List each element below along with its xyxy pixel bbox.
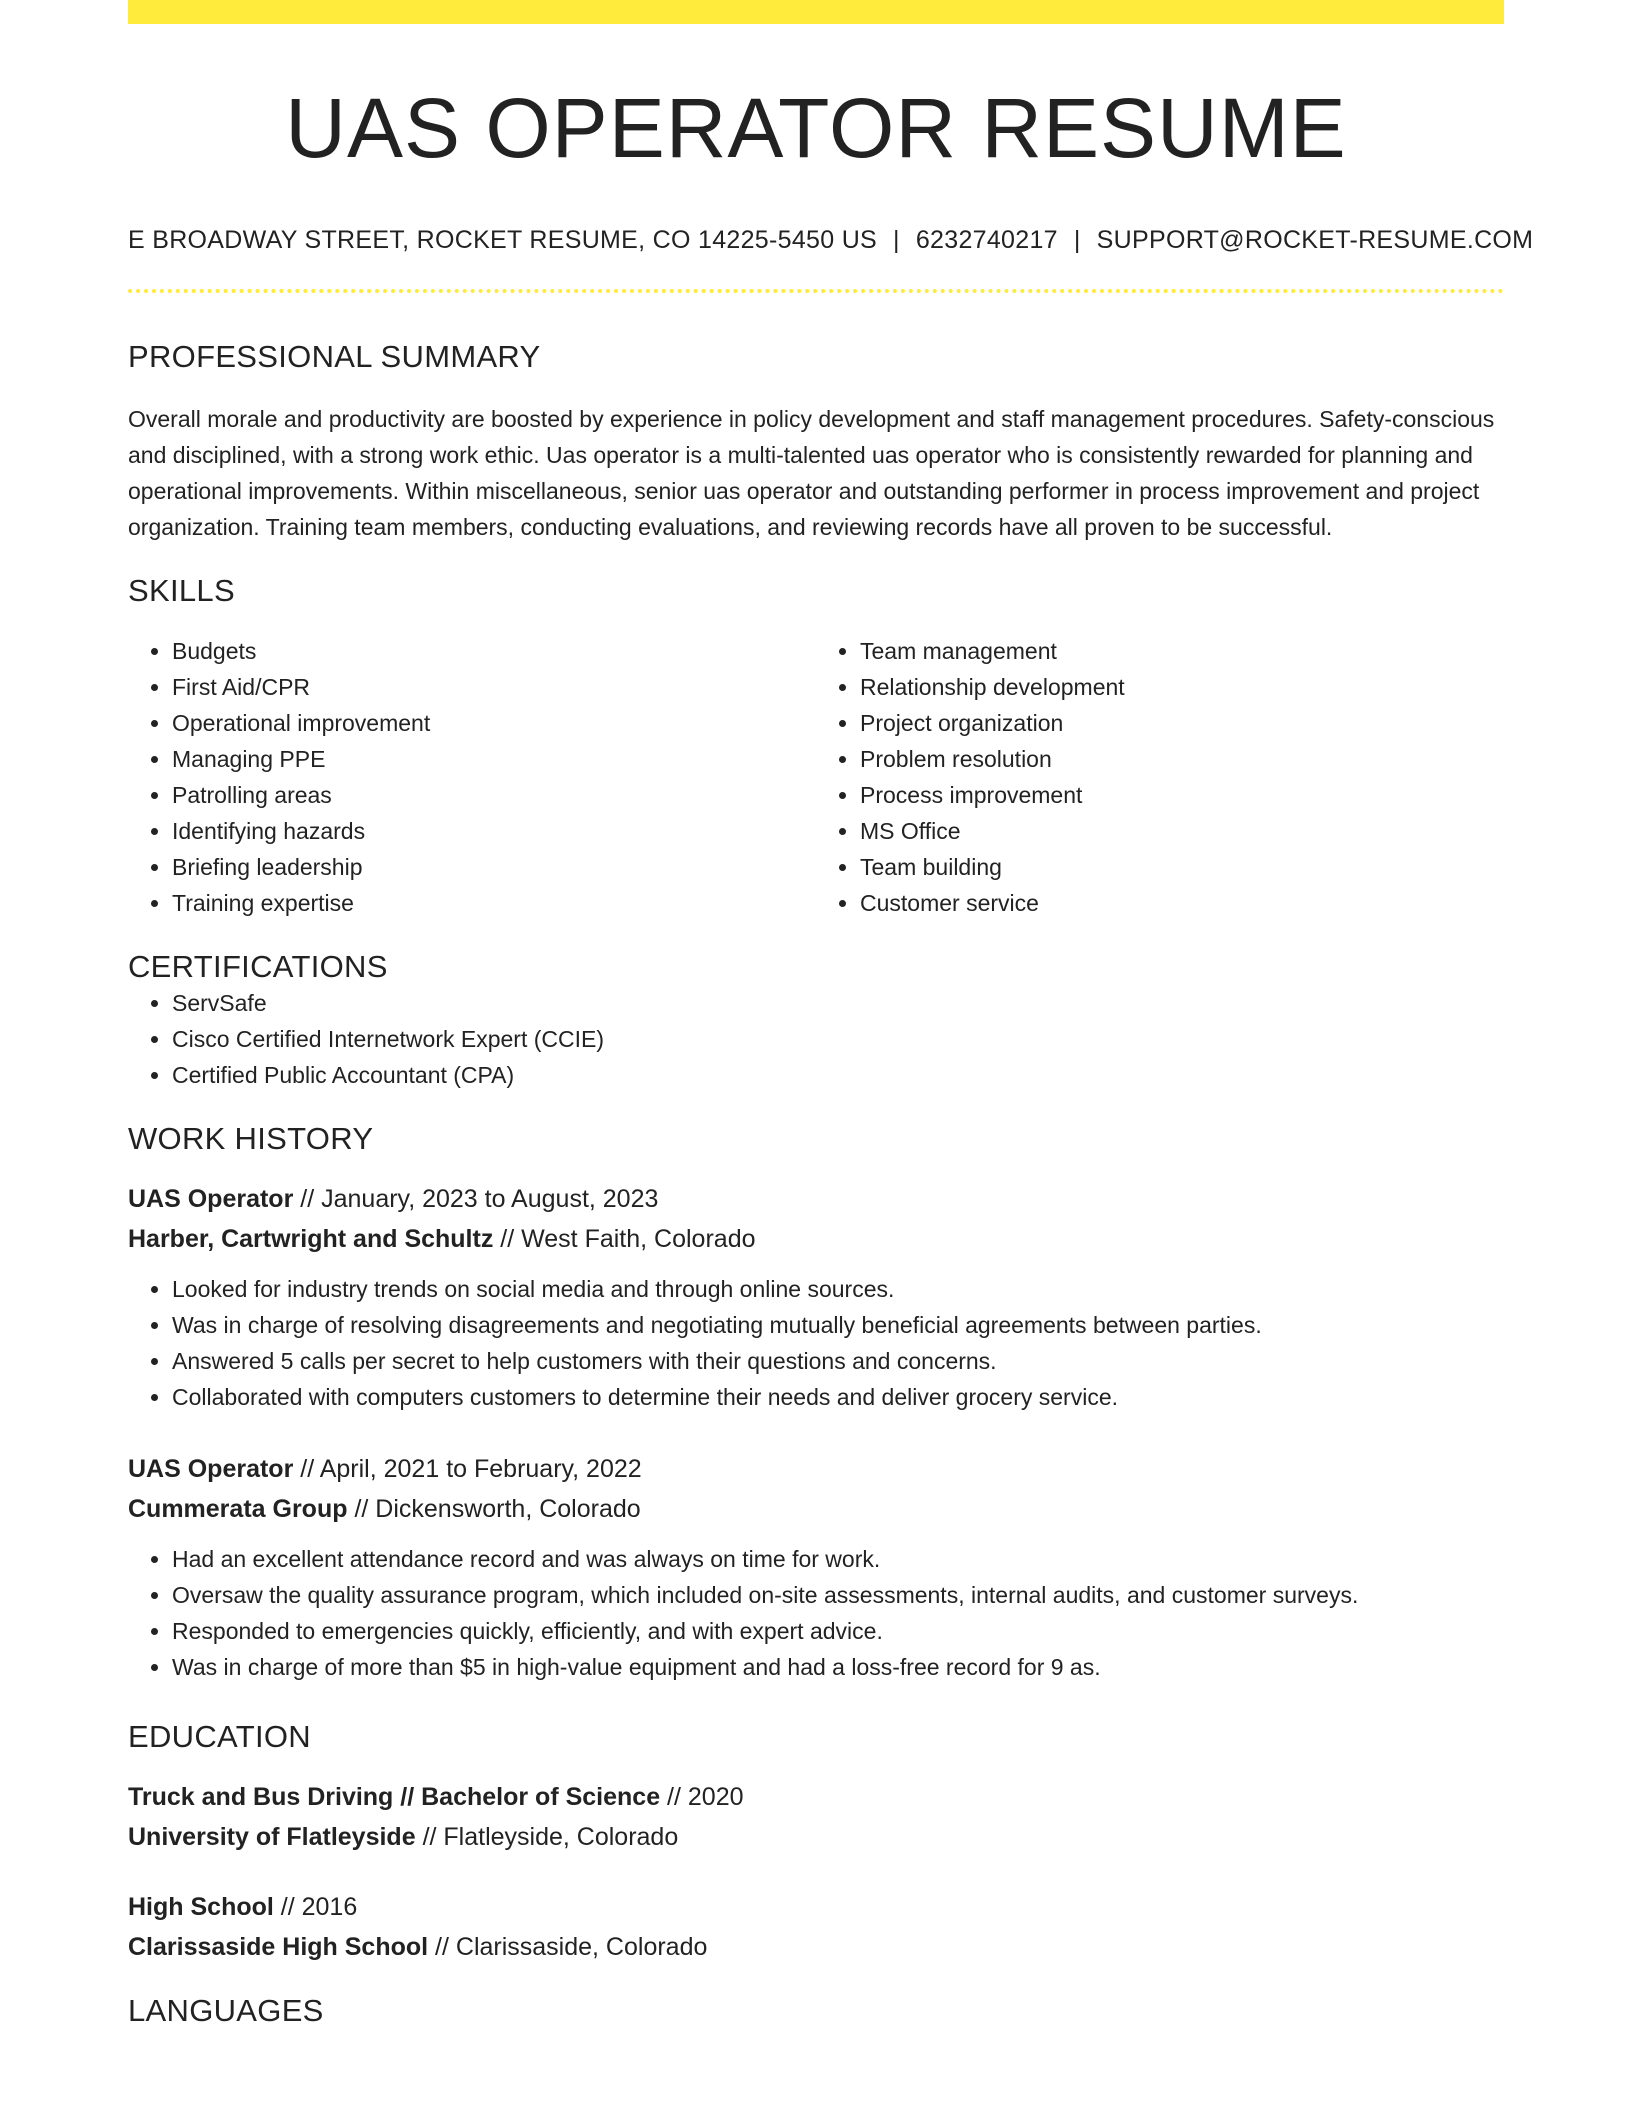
skills-column-left bbox=[128, 633, 816, 921]
education-entry bbox=[128, 1777, 1504, 1857]
education-degree: Truck and Bus Driving // Bachelor of Science bbox=[128, 1783, 661, 1812]
job-entry bbox=[128, 1179, 1504, 1415]
job-bullet: • Had an excellent attendance record and was always on time for work. bbox=[172, 1541, 1504, 1577]
job-bullet: • Responded to emergencies quickly, efficiently, and with expert advice. bbox=[172, 1613, 1504, 1649]
education-heading: EDUCATION bbox=[128, 1719, 311, 1755]
resume-title: UAS OPERATOR RESUME bbox=[285, 81, 1347, 175]
education-year: // 2016 bbox=[280, 1893, 358, 1922]
top-accent-bar bbox=[128, 0, 1504, 24]
job-bullet: • Oversaw the quality assurance program, which included on-site assessments, internal audits, and customer surveys. bbox=[172, 1577, 1504, 1613]
skill-item: • Team management bbox=[860, 633, 1504, 669]
job-location: // West Faith, Colorado bbox=[500, 1225, 756, 1254]
job-company-line bbox=[128, 1219, 1504, 1259]
skill-item: • Project organization bbox=[860, 705, 1504, 741]
skills-list bbox=[128, 633, 1504, 921]
education-degree-line bbox=[128, 1887, 1504, 1927]
resume-page bbox=[128, 0, 1534, 2029]
job-bullet: • Looked for industry trends on social media and through online sources. bbox=[172, 1271, 1504, 1307]
skill-item: • Briefing leadership bbox=[172, 849, 816, 885]
job-title: UAS Operator bbox=[128, 1455, 294, 1484]
summary-text: Overall morale and productivity are boosted by experience in policy development and staff management procedures. Safety-conscious and disciplined, with a strong work ethic. Uas operator is a multi-talented uas operator who is consistently rewarded for planning and operational improvements. Within miscellaneous, senior uas operator and outstanding performer in process improvement and project organization. Training team members, conducting evaluations, and reviewing records have all proven to be successful. bbox=[128, 406, 1495, 541]
job-title-line bbox=[128, 1179, 1504, 1219]
work-history-heading: WORK HISTORY bbox=[128, 1121, 374, 1157]
contact-email: SUPPORT@ROCKET-RESUME.COM bbox=[1096, 226, 1534, 255]
skill-item: • Patrolling areas bbox=[172, 777, 816, 813]
education-school-line bbox=[128, 1927, 1504, 1967]
skill-item: • Operational improvement bbox=[172, 705, 816, 741]
certification-item: • Cisco Certified Internetwork Expert (CCIE) bbox=[172, 1021, 1504, 1057]
skill-item: • Process improvement bbox=[860, 777, 1504, 813]
skill-item: • MS Office bbox=[860, 813, 1504, 849]
skill-item: • Budgets bbox=[172, 633, 816, 669]
summary-heading: PROFESSIONAL SUMMARY bbox=[128, 339, 541, 375]
job-bullet: • Collaborated with computers customers to determine their needs and deliver grocery service. bbox=[172, 1379, 1504, 1415]
job-entry bbox=[128, 1449, 1504, 1685]
education-location: // Flatleyside, Colorado bbox=[422, 1823, 679, 1852]
skill-item: • Customer service bbox=[860, 885, 1504, 921]
education-school: University of Flatleyside bbox=[128, 1823, 416, 1852]
languages-heading: LANGUAGES bbox=[128, 1993, 324, 2029]
job-bullets bbox=[128, 1271, 1504, 1415]
job-company: Cummerata Group bbox=[128, 1495, 348, 1524]
contact-separator: | bbox=[893, 226, 900, 255]
job-bullet: • Answered 5 calls per secret to help customers with their questions and concerns. bbox=[172, 1343, 1504, 1379]
contact-separator: | bbox=[1073, 226, 1081, 255]
certifications-heading: CERTIFICATIONS bbox=[128, 949, 388, 985]
skill-item: • Managing PPE bbox=[172, 741, 816, 777]
education-degree: High School bbox=[128, 1893, 274, 1922]
certifications-list bbox=[128, 985, 1504, 1093]
job-dates: // January, 2023 to August, 2023 bbox=[300, 1185, 659, 1214]
dotted-divider bbox=[128, 289, 1504, 293]
skills-column-right bbox=[816, 633, 1504, 921]
job-company: Harber, Cartwright and Schultz bbox=[128, 1225, 494, 1254]
education-school: Clarissaside High School bbox=[128, 1933, 429, 1962]
job-title: UAS Operator bbox=[128, 1185, 294, 1214]
job-title-line bbox=[128, 1449, 1504, 1489]
skill-item: • Training expertise bbox=[172, 885, 816, 921]
education-year: // 2020 bbox=[667, 1783, 744, 1812]
contact-line bbox=[128, 226, 1534, 255]
job-company-line bbox=[128, 1489, 1504, 1529]
job-location: // Dickensworth, Colorado bbox=[354, 1495, 641, 1524]
job-bullet: • Was in charge of more than $5 in high-value equipment and had a loss-free record for 9 as. bbox=[172, 1649, 1504, 1685]
job-dates: // April, 2021 to February, 2022 bbox=[300, 1455, 642, 1484]
certification-item: • ServSafe bbox=[172, 985, 1504, 1021]
skill-item: • Problem resolution bbox=[860, 741, 1504, 777]
contact-phone: 6232740217 bbox=[915, 226, 1058, 255]
education-degree-line bbox=[128, 1777, 1504, 1817]
skill-item: • Relationship development bbox=[860, 669, 1504, 705]
skills-heading: SKILLS bbox=[128, 573, 235, 609]
contact-address: E BROADWAY STREET, ROCKET RESUME, CO 14225-5450 US bbox=[128, 226, 878, 255]
skill-item: • First Aid/CPR bbox=[172, 669, 816, 705]
job-bullets bbox=[128, 1541, 1504, 1685]
education-entry bbox=[128, 1887, 1504, 1967]
education-school-line bbox=[128, 1817, 1504, 1857]
job-bullet: • Was in charge of resolving disagreements and negotiating mutually beneficial agreements between parties. bbox=[172, 1307, 1504, 1343]
skill-item: • Identifying hazards bbox=[172, 813, 816, 849]
certification-item: • Certified Public Accountant (CPA) bbox=[172, 1057, 1504, 1093]
education-location: // Clarissaside, Colorado bbox=[435, 1933, 708, 1962]
skill-item: • Team building bbox=[860, 849, 1504, 885]
